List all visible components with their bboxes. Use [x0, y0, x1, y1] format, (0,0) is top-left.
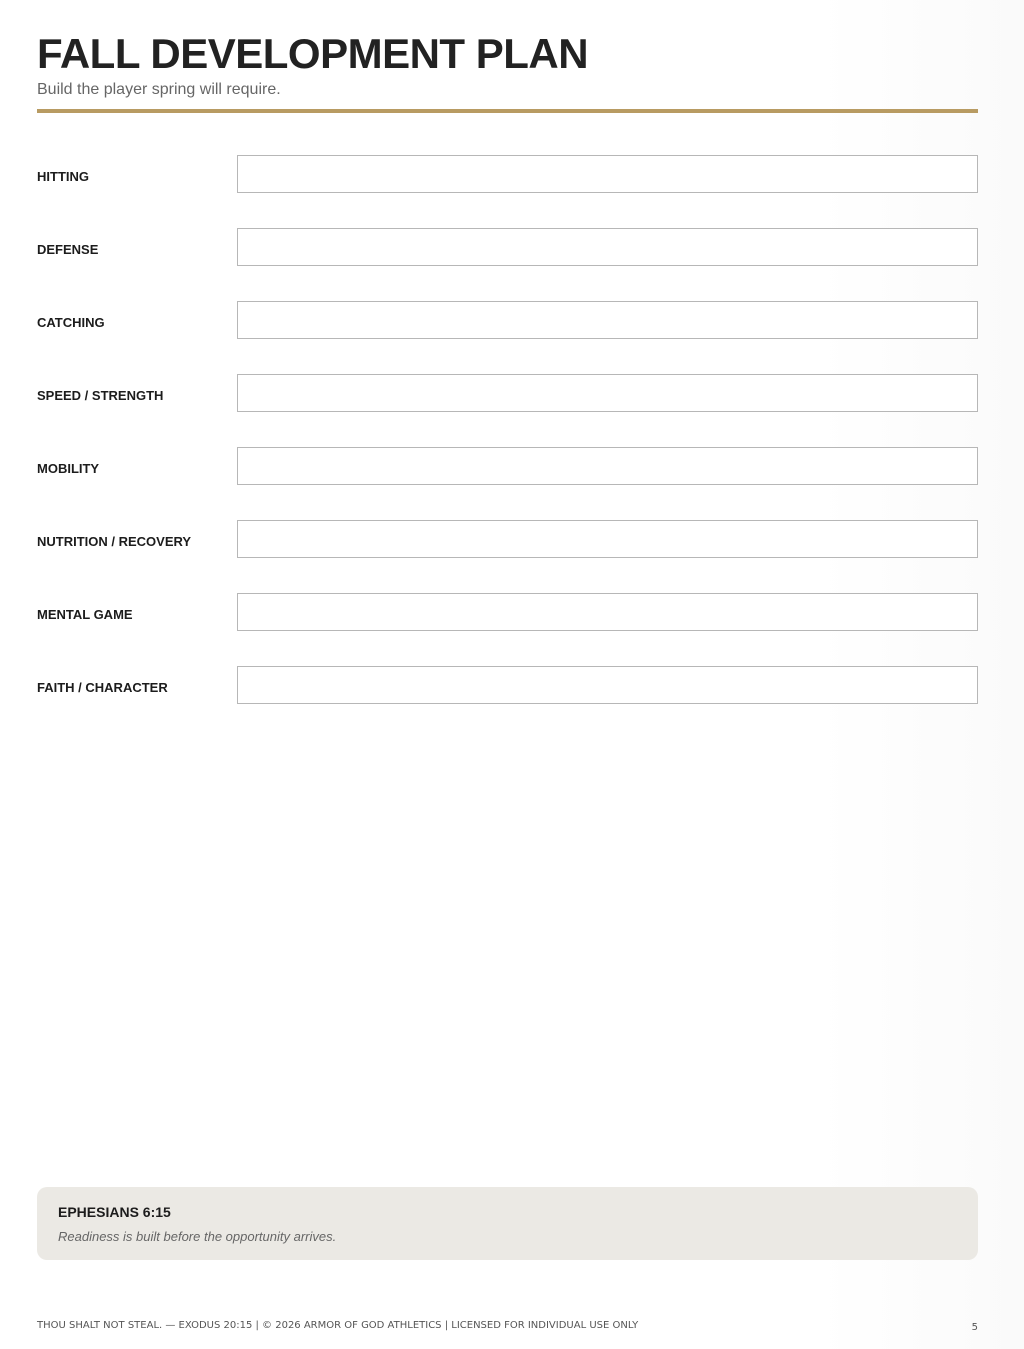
mental-game-input[interactable]	[237, 593, 978, 631]
defense-input[interactable]	[237, 228, 978, 266]
mental-game-label: MENTAL GAME	[37, 607, 133, 622]
scripture-callout	[37, 1187, 978, 1260]
mobility-label: MOBILITY	[37, 461, 100, 476]
field-row-nutrition-recovery	[37, 520, 978, 558]
catching-input[interactable]	[237, 301, 978, 339]
verse-reference: EPHESIANS 6:15	[58, 1204, 171, 1220]
field-row-defense	[37, 228, 978, 266]
footer-license-text: THOU SHALT NOT STEAL. — EXODUS 20:15 | © 2026 ARMOR OF GOD ATHLETICS | LICENSED FOR INDIVIDUAL USE ONLY	[37, 1320, 639, 1331]
hitting-label: HITTING	[37, 169, 89, 184]
defense-label: DEFENSE	[37, 242, 99, 257]
mobility-input[interactable]	[237, 447, 978, 485]
speed-strength-label: SPEED / STRENGTH	[37, 388, 164, 403]
field-row-hitting	[37, 155, 978, 193]
worksheet-page	[37, 0, 978, 1349]
field-row-catching	[37, 301, 978, 339]
field-row-mobility	[37, 447, 978, 485]
faith-character-label: FAITH / CHARACTER	[37, 680, 168, 695]
page-title: FALL DEVELOPMENT PLAN	[37, 30, 589, 77]
page-subtitle: Build the player spring will require.	[37, 81, 281, 98]
nutrition-recovery-label: NUTRITION / RECOVERY	[37, 534, 192, 549]
faith-character-input[interactable]	[237, 666, 978, 704]
title-divider	[37, 109, 978, 113]
speed-strength-input[interactable]	[237, 374, 978, 412]
hitting-input[interactable]	[237, 155, 978, 193]
field-row-speed-strength	[37, 374, 978, 412]
field-row-faith-character	[37, 666, 978, 704]
verse-text: Readiness is built before the opportunity arrives.	[58, 1229, 337, 1244]
development-fields	[37, 155, 978, 739]
page-number: 5	[971, 1322, 978, 1333]
catching-label: CATCHING	[37, 315, 105, 330]
nutrition-recovery-input[interactable]	[237, 520, 978, 558]
field-row-mental-game	[37, 593, 978, 631]
